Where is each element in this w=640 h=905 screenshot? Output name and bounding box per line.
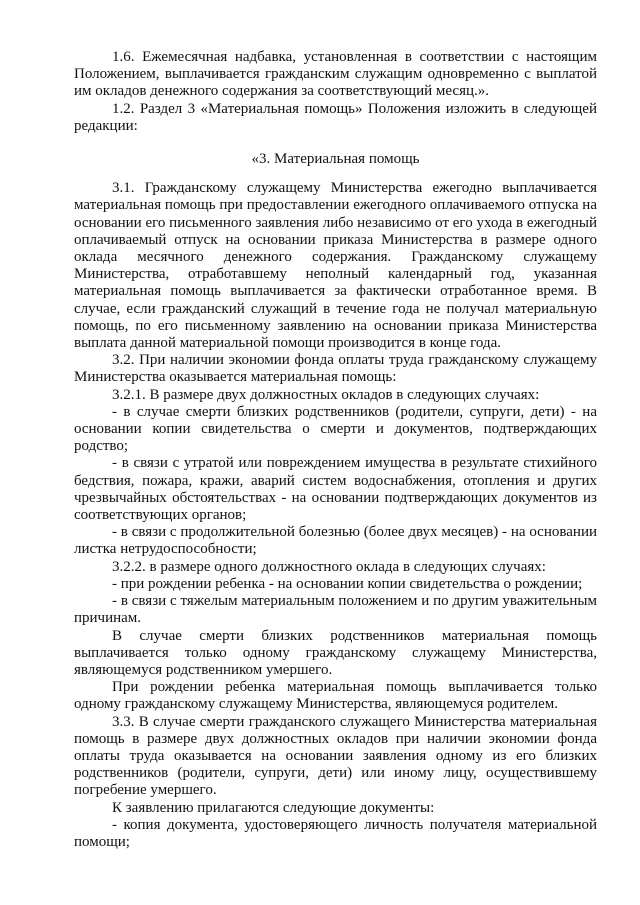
section-title: «3. Материальная помощь [251, 151, 420, 168]
paragraph-1-6: 1.6. Ежемесячная надбавка, установленная в соответствии с настоящим Положением, выплачивается гражданским служащим одновременно с выплатой им окладов денежного содержания за соответствующий месяц.». [74, 49, 597, 100]
paragraph-3-3: 3.3. В случае смерти гражданского служащего Министерства материальная помощь в размере двух должностных окладов при наличии экономии фонда оплаты труда оказывается на основании заявления одному из его близких родственников (родители, супруги, дети) или иному лицу, осуществившему погребение умершего. [74, 713, 597, 799]
paragraph-documents: К заявлению прилагаются следующие документы: [112, 799, 435, 816]
paragraph-3-1: 3.1. Гражданскому служащему Министерства ежегодно выплачивается материальная помощь при предоставлении ежегодного оплачиваемого отпуска на основании его письменного заявления либо независимо от его ухода в ежегодный оплачиваемый отпуск на основании приказа Министерства в размере одного оклада месячного денежного содержания. Гражданскому служащему Министерства, отработавшему неполный календарный год, указанная материальная помощь выплачивается за фактически отработанное время. В случае, если гражданский служащий в течение года не получал материальную помощь, по его письменному заявлению на основании приказа Министерства выплата данной материальной помощи производится в конце года. [74, 180, 597, 352]
list-item-id-copy: - копия документа, удостоверяющего личность получателя материальной помощи; [74, 816, 597, 850]
paragraph-1-2: 1.2. Раздел 3 «Материальная помощь» Положения изложить в следующей редакции: [74, 100, 597, 134]
paragraph-3-2-2: 3.2.2. в размере одного должностного оклада в следующих случаях: [112, 558, 546, 575]
paragraph-3-2: 3.2. При наличии экономии фонда оплаты труда гражданскому служащему Министерства оказывается материальная помощь: [74, 352, 597, 386]
list-item-birth: - при рождении ребенка - на основании копии свидетельства о рождении; [112, 575, 583, 592]
paragraph-birth-child: При рождении ребенка материальная помощь выплачивается только одному гражданскому служащему Министерства, являющемуся родителем. [74, 679, 597, 713]
list-item-property-loss: - в связи с утратой или повреждением имущества в результате стихийного бедствия, пожара, кражи, аварий систем водоснабжения, отопления и других чрезвычайных обстоятельствах - на основании подтверждающих документов из соответствующих органов; [74, 455, 597, 524]
list-item-illness: - в связи с продолжительной болезнью (более двух месяцев) - на основании листка нетрудоспособности; [74, 524, 597, 558]
list-item-death: - в случае смерти близких родственников (родители, супруги, дети) - на основании копии свидетельства о смерти и документов, подтверждающих родство; [74, 403, 597, 455]
paragraph-death-relatives: В случае смерти близких родственников материальная помощь выплачивается только одному гражданскому служащему Министерства, являющемуся родственником умершего. [74, 627, 597, 678]
paragraph-3-2-1: 3.2.1. В размере двух должностных окладов в следующих случаях: [112, 386, 540, 403]
list-item-hardship: - в связи с тяжелым материальным положением и по другим уважительным причинам. [74, 593, 597, 627]
